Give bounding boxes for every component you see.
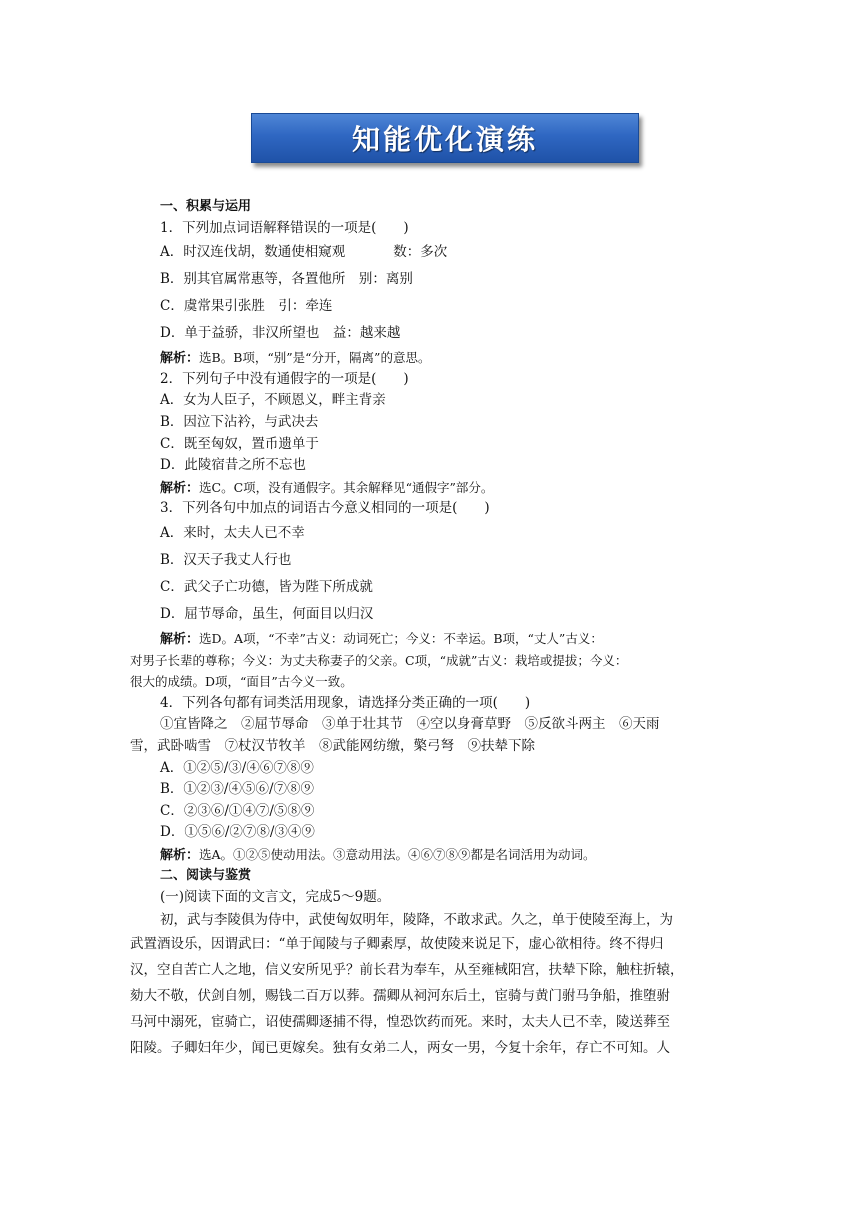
q2-option-b: B．因泣下沾衿，与武决去 (160, 413, 319, 430)
q1-option-a (160, 239, 735, 266)
q4-option-d: D．①⑤⑥/②⑦⑧/③④⑨ (160, 824, 315, 841)
q1-option-d: D．单于益骄，非汉所望也 益：越来越 (160, 325, 401, 342)
q2-option-c: C．既至匈奴，置币遗单于 (160, 435, 319, 452)
passage-line: 初，武与李陵俱为侍中，武使匈奴明年，陵降，不敢求武。久之，单于使陵至海上，为 (160, 911, 673, 928)
q4-items (130, 714, 735, 757)
q4-analysis (160, 844, 735, 866)
q3-option-b: B．汉天子我丈人行也 (160, 551, 292, 568)
q4-items-line-1: ①宜皆降之 ②屈节辱命 ③单于壮其节 ④空以身膏草野 ⑤反欲斗两主 ⑥天雨 (160, 716, 660, 733)
q1-analysis-label: 解析： (160, 351, 200, 367)
q3-analysis (130, 628, 735, 693)
q2-option-a: A．女为人臣子，不顾恩义，畔主背亲 (160, 392, 386, 409)
q3-option-d: D．屈节辱命，虽生，何面目以归汉 (160, 605, 374, 622)
q2-option-d: D．此陵宿昔之所不忘也 (160, 457, 306, 474)
q4-option-c: C．②③⑥/①④⑦/⑤⑧⑨ (160, 802, 315, 819)
passage-line: 马河中溺死，宦骑亡，诏使孺卿逐捕不得，惶恐饮药而死。来时，太夫人已不幸，陵送葬至 (130, 1014, 670, 1031)
q2-analysis-text: 选C。C项，没有通假字。其余解释见“通假字”部分。 (199, 479, 494, 495)
passage-line: 阳陵。子卿妇年少，闻已更嫁矣。独有女弟二人，两女一男，今复十余年，存亡不可知。人 (130, 1040, 670, 1057)
q1-option-a-note: 数：多次 (393, 244, 448, 261)
passage-line: 武置酒设乐，因谓武曰：“单于闻陵与子卿素厚，故使陵来说足下，虚心欲相待。终不得归 (130, 936, 664, 953)
q4-items-line-2: 雪，武卧啮雪 ⑦杖汉节牧羊 ⑧武能网纺缴，檠弓弩 ⑨扶辇下除 (130, 737, 535, 754)
q2-stem: 2．下列句子中没有通假字的一项是( ) (160, 370, 409, 387)
reading-intro: (一)阅读下面的文言文，完成5～9题。 (160, 889, 391, 906)
passage-line: 劾大不敬，伏剑自刎，赐钱二百万以葬。孺卿从祠河东后土，宦骑与黄门驸马争船，推堕驸 (130, 988, 670, 1005)
q1-option-b: B．别其官属常惠等，各置他所 别：离别 (160, 271, 413, 288)
passage-line: 汉，空自苦亡人之地，信义安所见乎？前长君为奉车，从至雍棫阳宫，扶辇下除，触柱折辕， (130, 962, 684, 979)
q3-analysis-line-3: 很大的成绩。D项，“面目”古今义一致。 (130, 674, 353, 690)
section1-heading: 一、积累与运用 (160, 199, 252, 214)
document-body (130, 196, 735, 1061)
section2-heading: 二、阅读与鉴赏 (160, 868, 252, 884)
title-banner (251, 113, 639, 163)
q2-analysis (160, 477, 735, 499)
q3-option-a: A．来时，太夫人已不幸 (160, 524, 305, 541)
q1-stem: 1．下列加点词语解释错误的一项是( ) (160, 219, 409, 236)
q4-option-b: B．①②③/④⑤⑥/⑦⑧⑨ (160, 781, 315, 798)
q1-analysis-text: 选B。B项，“别”是“分开，隔离”的意思。 (199, 350, 431, 366)
reading-passage (130, 909, 735, 1062)
q3-analysis-line-1: 选D。A项，“不幸”古义：动词死亡；今义：不幸运。B项，“丈人”古义： (199, 630, 603, 646)
q4-stem: 4．下列各句都有词类活用现象，请选择分类正确的一项( ) (160, 694, 531, 711)
q1-option-c: C．虞常果引张胜 引：牵连 (160, 298, 333, 315)
q3-option-c: C．武父子亡功德，皆为陛下所成就 (160, 578, 373, 595)
q3-analysis-label: 解析： (160, 631, 200, 647)
q4-analysis-label: 解析： (160, 847, 200, 863)
q3-stem: 3．下列各句中加点的词语古今意义相同的一项是( ) (160, 500, 490, 517)
q4-option-a: A．①②⑤/③/④⑥⑦⑧⑨ (160, 759, 314, 776)
q2-analysis-label: 解析： (160, 480, 200, 496)
q1-option-a-text: A．时汉连伐胡，数通使相窥观 (160, 244, 346, 261)
q4-analysis-text: 选A。①②⑤使动用法。③意动用法。④⑥⑦⑧⑨都是名词活用为动词。 (199, 846, 596, 862)
q3-analysis-line-2: 对男子长辈的尊称；今义：为丈夫称妻子的父亲。C项，“成就”古义：栽培或提拔；今义： (130, 652, 628, 668)
q1-analysis (160, 347, 735, 369)
banner-title: 知能优化演练 (351, 123, 538, 156)
